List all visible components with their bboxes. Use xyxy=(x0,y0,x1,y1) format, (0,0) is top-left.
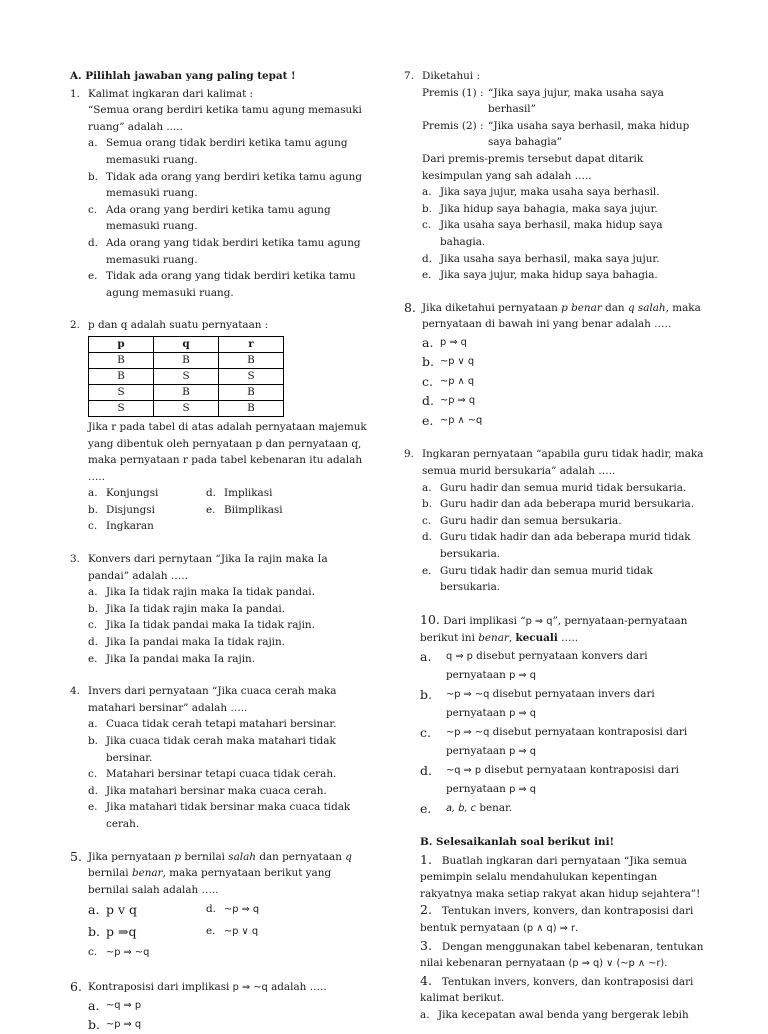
table-row xyxy=(89,400,284,416)
option-b[interactable]: b. Disjungsi xyxy=(88,503,155,516)
table-cell: B xyxy=(219,400,284,416)
question-number: 3. xyxy=(70,553,80,566)
option-a[interactable]: a. Konjungsi xyxy=(88,487,159,500)
question-9 xyxy=(404,446,704,595)
question-2 xyxy=(70,317,370,535)
option-e[interactable]: e. Jika matahari tidak bersinar maka cuaca tidak cerah. xyxy=(88,801,351,830)
question-8 xyxy=(404,300,704,431)
options-list xyxy=(88,996,370,1034)
table-cell: S xyxy=(154,368,219,384)
option-e[interactable]: e. Jika saya jujur, maka hidup saya bahagia. xyxy=(422,269,658,282)
table-cell: B xyxy=(154,352,219,368)
option-a[interactable]: a. ~q ⇒ p xyxy=(88,998,142,1014)
question-stem: 10. Dari implikasi “p ⇒ q”, pernyataan-pernyataan berikut ini benar, kecuali ….. xyxy=(420,611,688,645)
option-b[interactable]: b. Tidak ada orang yang berdiri ketika tamu agung memasuki ruang. xyxy=(88,170,362,200)
question-number: 8. xyxy=(404,299,416,315)
table-header: q xyxy=(154,336,219,352)
table-row xyxy=(89,352,284,368)
option-a[interactable]: a. p ⇒ q xyxy=(422,334,467,350)
question-stem: Kalimat ingkaran dari kalimat : xyxy=(88,87,254,100)
option-b[interactable]: b. Guru hadir dan ada beberapa murid bersukaria. xyxy=(422,498,695,511)
option-a[interactable]: a. p v q xyxy=(88,902,138,918)
option-c[interactable]: c. Matahari bersinar tetapi cuaca tidak cerah. xyxy=(88,768,337,781)
table-header: p xyxy=(89,336,154,352)
table-cell: S xyxy=(89,384,154,400)
question-5 xyxy=(70,849,370,963)
question-number: 2. xyxy=(70,319,80,332)
options-list xyxy=(420,647,704,818)
question-quote: “Semua orang berdiri ketika tamu agung memasuki ruang” adalah ..... xyxy=(88,104,362,133)
options-list xyxy=(88,135,370,301)
question-stem: Jika diketahui pernyataan p benar dan q salah, maka pernyataan di bawah ini yang benar adalah ….. xyxy=(422,301,701,331)
option-d[interactable]: d. Ada orang yang tidak berdiri ketika tamu agung memasuki ruang. xyxy=(88,236,361,266)
question-number: 7. xyxy=(404,70,414,82)
table-cell: B xyxy=(219,352,284,368)
options-list xyxy=(88,584,370,667)
section-a-title: A. Pilihlah jawaban yang paling tepat ! xyxy=(70,70,296,82)
option-b[interactable]: b. Jika Ia tidak rajin maka Ia pandai. xyxy=(88,602,285,615)
option-e[interactable]: e. Tidak ada orang yang tidak berdiri ketika tamu agung memasuki ruang. xyxy=(88,270,356,299)
table-cell: B xyxy=(219,384,284,400)
table-cell: S xyxy=(219,368,284,384)
question-10 xyxy=(404,612,704,818)
question-stem: Ingkaran pernyataan “apabila guru tidak hadir, maka semua murid bersukaria” adalah ….. xyxy=(422,448,704,477)
option-c[interactable]: c. Ingkaran xyxy=(88,520,154,533)
question-stem: Jika pernyataan p bernilai salah dan pernyataan q bernilai benar, maka pernyataan berikut yang bernilai salah adalah ….. xyxy=(88,850,352,896)
option-b[interactable]: b. ~p ⇒ ~q disebut pernyataan invers dari pernyataan p ⇒ q xyxy=(420,686,655,719)
option-e[interactable]: e. ~p ∧ ~q xyxy=(422,412,483,428)
option-d[interactable]: d. Jika matahari bersinar maka cuaca cerah. xyxy=(88,784,327,797)
option-c[interactable]: c. Ada orang yang berdiri ketika tamu agung memasuki ruang. xyxy=(88,203,331,233)
option-c[interactable]: c. Jika usaha saya berhasil, maka hidup saya bahagia. xyxy=(422,219,663,248)
question-followup: Dari premis-premis tersebut dapat ditarik kesimpulan yang sah adalah ….. xyxy=(422,152,644,182)
question-stem: Konvers dari pernytaan “Jika Ia rajin maka Ia pandai” adalah ….. xyxy=(88,553,328,582)
essay-item-4: 4. Tentukan invers, konvers, dan kontraposisi dari kalimat berikut. xyxy=(420,972,694,1005)
option-e[interactable]: e. ~p ∨ q xyxy=(206,924,259,937)
option-e[interactable]: e. Biimplikasi xyxy=(206,503,283,516)
question-6 xyxy=(70,979,370,1034)
options-list xyxy=(422,480,704,596)
options-list xyxy=(88,716,370,832)
option-b[interactable]: b. Jika cuaca tidak cerah maka matahari tidak bersinar. xyxy=(88,735,336,764)
table-cell: B xyxy=(154,384,219,400)
table-cell: S xyxy=(154,400,219,416)
right-column xyxy=(404,68,704,1023)
option-a[interactable]: a. Guru hadir dan semua murid tidak bersukaria. xyxy=(422,481,687,494)
question-4 xyxy=(70,683,370,832)
question-1 xyxy=(70,86,370,302)
question-3 xyxy=(70,551,370,667)
section-b-title: B. Selesaikanlah soal berikut ini! xyxy=(420,835,615,848)
question-number: 1. xyxy=(70,87,80,100)
question-stem: Diketahui : xyxy=(422,70,480,82)
option-a[interactable]: a. Jika Ia tidak rajin maka Ia tidak pandai. xyxy=(88,586,315,599)
option-d[interactable]: d. ~p ⇒ q xyxy=(206,903,260,916)
question-number: 9. xyxy=(404,448,414,461)
option-b[interactable]: b. p ⇒q xyxy=(88,923,137,939)
options-grid xyxy=(88,485,370,535)
option-c[interactable]: c. ~p ∧ q xyxy=(422,373,475,389)
options-grid xyxy=(88,900,370,963)
question-stem: Kontraposisi dari implikasi p ⇒ ~q adalah ….. xyxy=(88,980,327,993)
option-a[interactable]: a. Jika saya jujur, maka usaha saya berhasil. xyxy=(422,186,660,199)
question-number: 6. xyxy=(70,978,82,994)
table-cell: B xyxy=(89,352,154,368)
essay-item-1: 1. Buatlah ingkaran dari pernyataan “Jika semua pemimpin selalu mendahulukan kepentingan rakyatnya maka setiap rakyat akan hidup sejahtera”! xyxy=(420,851,701,900)
essay-item-4a: a. Jika kecepatan awal benda yang bergerak lebih xyxy=(420,1008,689,1021)
question-stem: p dan q adalah suatu pernyataan : xyxy=(88,319,269,332)
option-d[interactable]: d. Guru tidak hadir dan ada beberapa murid tidak bersukaria. xyxy=(422,531,691,560)
option-e[interactable]: e. Jika Ia pandai maka Ia rajin. xyxy=(88,652,256,665)
option-b[interactable]: b. Jika hidup saya bahagia, maka saya jujur. xyxy=(422,202,658,215)
option-a[interactable]: a. q ⇒ p disebut pernyataan konvers dari pernyataan p ⇒ q xyxy=(420,648,648,681)
truth-table xyxy=(88,336,284,417)
question-stem: Invers dari pernyataan “Jika cuaca cerah maka matahari bersinar” adalah ….. xyxy=(88,685,337,714)
option-e[interactable]: e. a, b, c benar. xyxy=(420,800,513,816)
option-b[interactable]: b. ~p ⇒ q xyxy=(88,1017,142,1033)
question-7 xyxy=(404,68,704,284)
table-header: r xyxy=(219,336,284,352)
table-row xyxy=(89,368,284,384)
option-c[interactable]: c. Jika Ia tidak pandai maka Ia tidak rajin. xyxy=(88,619,315,632)
table-cell: S xyxy=(89,400,154,416)
essay-item-3: 3. Dengan menggunakan tabel kebenaran, tentukan nilai kebenaran pernyataan (p ⇒ q) ∨ (~p ∧ ~r). xyxy=(420,937,704,970)
option-d[interactable]: d. Jika Ia pandai maka Ia tidak rajin. xyxy=(88,636,285,649)
essay-item-2: 2. Tentukan invers, konvers, dan kontraposisi dari bentuk pernyataan (p ∧ q) ⇒ r. xyxy=(420,902,694,934)
option-d[interactable]: d. ~p ⇒ q xyxy=(422,393,476,409)
question-number: 5. xyxy=(70,848,82,864)
option-a[interactable]: a. Semua orang tidak berdiri ketika tamu agung memasuki ruang. xyxy=(88,137,348,166)
option-a[interactable]: a. Cuaca tidak cerah tetapi matahari bersinar. xyxy=(88,718,337,731)
table-row xyxy=(89,384,284,400)
options-list xyxy=(422,333,704,431)
table-cell: B xyxy=(89,368,154,384)
option-c[interactable]: c. Guru hadir dan semua bersukaria. xyxy=(422,514,622,527)
premis-1: Premis (1) : “Jika saya jujur, maka usaha saya berhasil” xyxy=(422,86,664,116)
question-followup: Jika r pada tabel di atas adalah pernyataan majemuk yang dibentuk oleh pernyataan p dan pernyataan q, maka pernyataan r pada tabel kebenaran itu adalah ….. xyxy=(88,420,367,483)
option-d[interactable]: d. Jika usaha saya berhasil, maka saya jujur. xyxy=(422,252,660,265)
left-column xyxy=(70,68,370,1034)
table-header-row xyxy=(89,336,284,352)
option-b[interactable]: b. ~p ∨ q xyxy=(422,354,475,370)
premis-2: Premis (2) : “Jika usaha saya berhasil, maka hidup saya bahagia” xyxy=(422,119,690,149)
option-d[interactable]: d. ~q ⇒ p disebut pernyataan kontraposisi dari pernyataan p ⇒ q xyxy=(420,762,679,795)
option-c[interactable]: c. ~p ⇒ ~q xyxy=(88,946,150,959)
option-e[interactable]: e. Guru tidak hadir dan semua murid tidak bersukaria. xyxy=(422,564,653,594)
option-d[interactable]: d. Implikasi xyxy=(206,487,273,500)
section-b xyxy=(404,834,704,1024)
option-c[interactable]: c. ~p ⇒ ~q disebut pernyataan kontraposisi dari pernyataan p ⇒ q xyxy=(420,724,688,757)
options-list xyxy=(422,184,704,284)
question-number: 4. xyxy=(70,685,80,698)
